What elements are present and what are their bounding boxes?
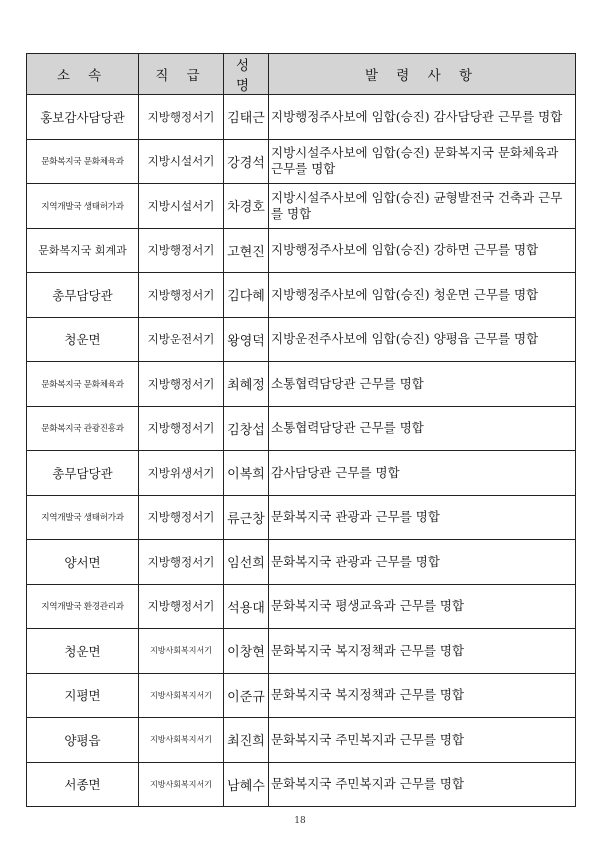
- desc-cell: 문화복지국 복지정책과 근무를 명합: [269, 673, 576, 718]
- org-cell: 문화복지국 문화체육과: [27, 139, 139, 184]
- table-row: [27, 317, 576, 362]
- header-org: 소 속: [27, 54, 139, 95]
- table-row: [27, 228, 576, 273]
- name-cell: 김다혜: [224, 273, 269, 318]
- org-cell: 총무담당관: [27, 451, 139, 496]
- org-cell: 지역개발국 환경관리과: [27, 584, 139, 629]
- table-row: [27, 540, 576, 585]
- table-row: [27, 495, 576, 540]
- org-cell: 양서면: [27, 540, 139, 585]
- desc-cell: 문화복지국 관광과 근무를 명합: [269, 495, 576, 540]
- org-cell: 청운면: [27, 629, 139, 674]
- table-row: [27, 629, 576, 674]
- desc-cell: 문화복지국 복지정책과 근무를 명합: [269, 629, 576, 674]
- table-row: [27, 184, 576, 229]
- org-cell: 문화복지국 회계과: [27, 228, 139, 273]
- name-cell: 석용대: [224, 584, 269, 629]
- desc-cell: 소통협력담당관 근무를 명합: [269, 406, 576, 451]
- org-cell: 문화복지국 관광진흥과: [27, 406, 139, 451]
- table-row: [27, 139, 576, 184]
- desc-cell: 소통협력담당관 근무를 명합: [269, 362, 576, 407]
- desc-cell: 감사담당관 근무를 명합: [269, 451, 576, 496]
- org-cell: 청운면: [27, 317, 139, 362]
- name-cell: 이준규: [224, 673, 269, 718]
- grade-cell: 지방시설서기: [139, 184, 224, 229]
- table-header-row: [27, 54, 576, 95]
- name-cell: 이창현: [224, 629, 269, 674]
- desc-cell: 지방운전주사보에 임합(승진) 양평읍 근무를 명합: [269, 317, 576, 362]
- table-row: [27, 762, 576, 807]
- name-cell: 임선희: [224, 540, 269, 585]
- org-cell: 홍보감사담당관: [27, 95, 139, 140]
- table-row: [27, 406, 576, 451]
- name-cell: 김태근: [224, 95, 269, 140]
- table-row: [27, 451, 576, 496]
- header-name: 성 명: [224, 54, 269, 95]
- grade-cell: 지방행정서기: [139, 584, 224, 629]
- org-cell: 총무담당관: [27, 273, 139, 318]
- grade-cell: 지방위생서기: [139, 451, 224, 496]
- org-cell: 문화복지국 문화체육과: [27, 362, 139, 407]
- name-cell: 남혜수: [224, 762, 269, 807]
- org-cell: 지평면: [27, 673, 139, 718]
- desc-cell: 지방행정주사보에 임합(승진) 청운면 근무를 명합: [269, 273, 576, 318]
- grade-cell: 지방행정서기: [139, 95, 224, 140]
- name-cell: 최진희: [224, 718, 269, 763]
- desc-cell: 문화복지국 주민복지과 근무를 명합: [269, 718, 576, 763]
- page-number: 18: [294, 816, 306, 826]
- grade-cell: 지방행정서기: [139, 540, 224, 585]
- name-cell: 차경호: [224, 184, 269, 229]
- desc-cell: 지방행정주사보에 임합(승진) 감사담당관 근무를 명합: [269, 95, 576, 140]
- desc-cell: 지방시설주사보에 임합(승진) 문화복지국 문화체육과 근무를 명합: [269, 139, 576, 184]
- org-cell: 지역개발국 생태허가과: [27, 184, 139, 229]
- table-row: [27, 95, 576, 140]
- name-cell: 최혜정: [224, 362, 269, 407]
- table-row: [27, 673, 576, 718]
- org-cell: 양평읍: [27, 718, 139, 763]
- name-cell: 왕영덕: [224, 317, 269, 362]
- grade-cell: 지방사회복지서기: [139, 718, 224, 763]
- header-desc: 발 령 사 항: [269, 54, 576, 95]
- name-cell: 이복희: [224, 451, 269, 496]
- table-row: [27, 273, 576, 318]
- table-row: [27, 584, 576, 629]
- grade-cell: 지방사회복지서기: [139, 762, 224, 807]
- desc-cell: 문화복지국 주민복지과 근무를 명합: [269, 762, 576, 807]
- appointment-table: [26, 53, 576, 807]
- name-cell: 김창섭: [224, 406, 269, 451]
- grade-cell: 지방사회복지서기: [139, 673, 224, 718]
- table-row: [27, 362, 576, 407]
- grade-cell: 지방행정서기: [139, 273, 224, 318]
- grade-cell: 지방운전서기: [139, 317, 224, 362]
- org-cell: 서종면: [27, 762, 139, 807]
- grade-cell: 지방행정서기: [139, 362, 224, 407]
- grade-cell: 지방시설서기: [139, 139, 224, 184]
- name-cell: 류근창: [224, 495, 269, 540]
- header-grade: 직 급: [139, 54, 224, 95]
- name-cell: 고현진: [224, 228, 269, 273]
- name-cell: 강경석: [224, 139, 269, 184]
- grade-cell: 지방행정서기: [139, 406, 224, 451]
- desc-cell: 문화복지국 관광과 근무를 명합: [269, 540, 576, 585]
- grade-cell: 지방행정서기: [139, 495, 224, 540]
- desc-cell: 지방행정주사보에 임합(승진) 강하면 근무를 명합: [269, 228, 576, 273]
- grade-cell: 지방행정서기: [139, 228, 224, 273]
- table-row: [27, 718, 576, 763]
- org-cell: 지역개발국 생태허가과: [27, 495, 139, 540]
- desc-cell: 문화복지국 평생교육과 근무를 명합: [269, 584, 576, 629]
- grade-cell: 지방사회복지서기: [139, 629, 224, 674]
- desc-cell: 지방시설주사보에 임합(승진) 균형발전국 건축과 근무를 명합: [269, 184, 576, 229]
